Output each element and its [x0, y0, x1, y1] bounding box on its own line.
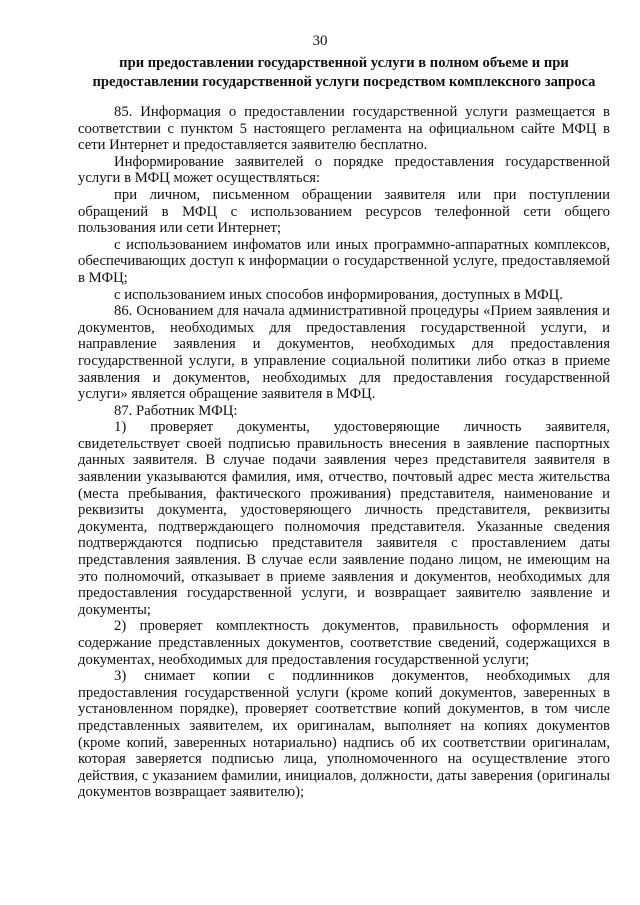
section-heading: [78, 54, 610, 92]
paragraph-informing-intro: Информирование заявителей о порядке предоставления государственной услуги в МФЦ может осуществляться:: [78, 153, 610, 187]
list-item-1: 1) проверяет документы, удостоверяющие личность заявителя, свидетельствует своей подписью правильность внесения в заявление паспортных данных заявителя. В случае подачи заявления через представителя заявителя в заявлении указываются фамилия, имя, отчество, почтовый адрес места жительства (места пребывания, фактического проживания) представителя, наименование и реквизиты документа, удостоверяющего личность представителя, реквизиты документа, подтверждающего полномочия представителя. Указанные сведения подтверждаются подписью представителя заявителя с проставлением даты представления заявления. В случае если заявление подано лицом, не имеющим на это полномочий, отказывает в приеме заявления и документов, необходимых для предоставления государственной услуги, и возвращает заявителю заявление и документы;: [78, 419, 610, 618]
paragraph-infomats: с использованием инфоматов или иных программно-аппаратных комплексов, обеспечивающих доступ к информации о государственной услуге, предоставляемой в МФЦ;: [78, 236, 610, 286]
document-body: [78, 104, 610, 801]
heading-line-1: при предоставлении государственной услуги в полном объеме и при: [119, 55, 569, 71]
heading-line-2: предоставлении государственной услуги посредством комплексного запроса: [92, 74, 596, 90]
list-item-2: 2) проверяет комплектность документов, правильность оформления и содержание представленных документов, соответствие сведений, содержащихся в документах, необходимых для предоставления государственной услуги;: [78, 618, 610, 668]
paragraph-personal-request: при личном, письменном обращении заявителя или при поступлении обращений в МФЦ с использованием ресурсов телефонной сети общего пользования или сети Интернет;: [78, 186, 610, 237]
paragraph-86: 86. Основанием для начала административной процедуры «Прием заявления и документов, необходимых для предоставления государственной услуги, и направление заявления и документов, необходимых для предоставления государственной услуги, в управление социальной политики либо отказ в приеме заявления и документов, необходимых для предоставления государственной услуги» является обращение заявителя в МФЦ.: [78, 303, 610, 403]
page-number: 30: [312, 33, 328, 49]
paragraph-85: 85. Информация о предоставлении государственной услуги размещается в соответствии с пунктом 5 настоящего регламента на официальном сайте МФЦ в сети Интернет и предоставляется заявителю бесплатно.: [78, 104, 610, 154]
paragraph-87: 87. Работник МФЦ:: [114, 402, 238, 419]
paragraph-other-methods: с использованием иных способов информирования, доступных в МФЦ.: [114, 286, 563, 303]
list-item-3: 3) снимает копии с подлинников документов, необходимых для предоставления государственной услуги (кроме копий документов, заверенных в установленном порядке), проверяет соответствие копий документов, в том числе представленных заявителем, их оригиналам, выполняет на копиях документов (кроме копий, заверенных нотариально) надпись об их соответствии оригиналам, которая заверяется подписью лица, уполномоченного на осуществление этого действия, с указанием фамилии, инициалов, должности, даты заверения (оригиналы документов возвращает заявителю);: [78, 668, 610, 801]
